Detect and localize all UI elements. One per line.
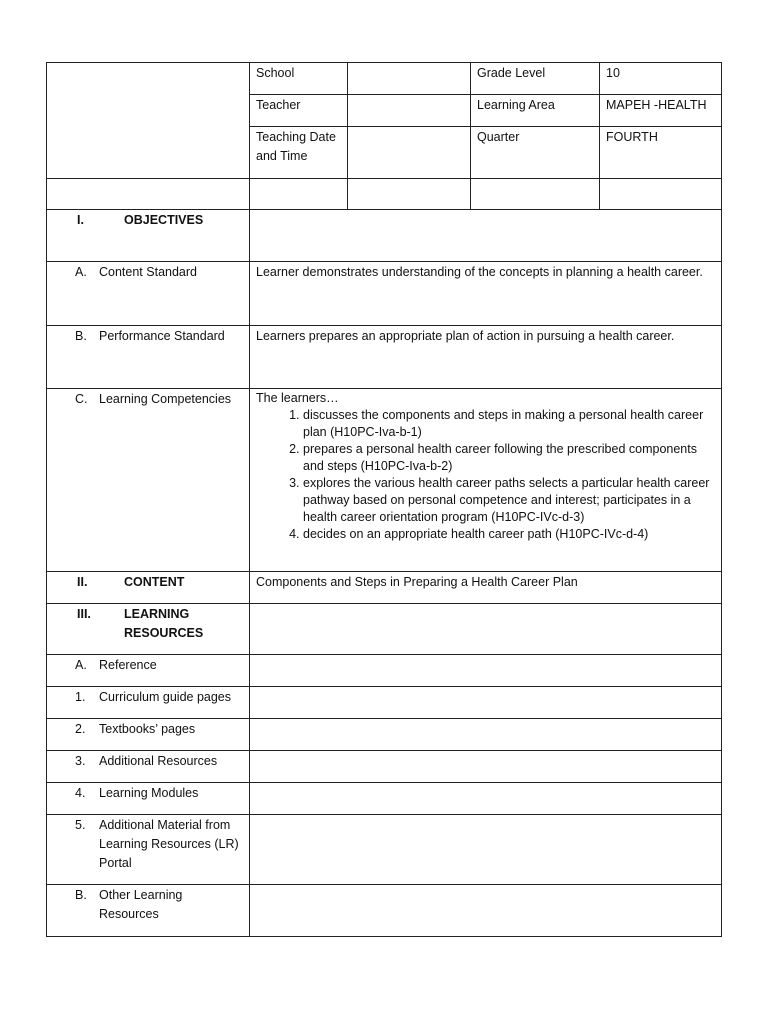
additional-resources-label: 3. Additional Resources [75,754,218,768]
lesson-plan-table [46,62,722,937]
table-row [47,719,722,751]
table-row [47,815,722,885]
performance-standard-row [47,326,722,389]
performance-standard-text: Learners prepares an appropriate plan of action in pursuing a health career. [256,329,675,343]
table-row [47,885,722,937]
objectives-heading: I. OBJECTIVES [77,213,204,227]
competencies-list [250,407,721,543]
performance-standard-label: B. Performance Standard [75,329,225,343]
lr-portal-label: 5. Additional Material from Learning Resources (LR) Portal [75,818,239,870]
content-row [47,572,722,604]
content-standard-row [47,262,722,326]
school-field[interactable] [348,63,471,95]
header-row-school [47,63,722,95]
school-label: School [256,66,295,80]
table-row [47,783,722,815]
content-heading: II. CONTENT [77,575,185,589]
curriculum-guide-label: 1. Curriculum guide pages [75,690,232,704]
content-standard-label: A. Content Standard [75,265,197,279]
quarter-label: Quarter [477,130,520,144]
learning-area-label: Learning Area [477,98,555,112]
teaching-date-label: Teaching Date and Time [256,130,336,163]
grade-level-label: Grade Level [477,66,546,80]
spacer-row [47,179,722,210]
list-item: 3. explores the various health career paths selects a particular health career pathway based on personal competence and interest; participates in a health career orientation program (H10PC-IVc-d-3) [303,475,715,526]
learning-area-value: MAPEH -HEALTH [606,98,707,112]
content-standard-text: Learner demonstrates understanding of the concepts in planning a health career. [256,265,703,279]
table-row [47,751,722,783]
table-row [47,655,722,687]
objectives-row [47,210,722,262]
teacher-label: Teacher [256,98,301,112]
learning-modules-label: 4. Learning Modules [75,786,199,800]
grade-level-value: 10 [606,66,620,80]
other-learning-resources-label: B. Other Learning Resources [75,888,183,921]
learning-resources-row [47,604,722,655]
content-text: Components and Steps in Preparing a Health Career Plan [256,575,578,589]
teaching-date-field[interactable] [348,127,471,179]
teacher-field[interactable] [348,95,471,127]
list-item: 4. decides on an appropriate health career path (H10PC-IVc-d-4) [303,526,715,543]
learning-resources-heading: III. LEARNING RESOURCES [77,607,204,640]
competencies-intro: The learners… [256,391,339,405]
textbooks-label: 2. Textbooks’ pages [75,722,196,736]
list-item: 2. prepares a personal health career following the prescribed components and steps (H10PC-Iva-b-2) [303,441,715,475]
quarter-value: FOURTH [606,130,658,144]
list-item: 1. discusses the components and steps in making a personal health career plan (H10PC-Iva-b-1) [303,407,715,441]
table-row [47,687,722,719]
learning-competencies-row [47,389,722,572]
reference-label: A. Reference [75,658,157,672]
header-blank-cell [47,63,250,179]
learning-competencies-label: C. Learning Competencies [75,392,232,406]
